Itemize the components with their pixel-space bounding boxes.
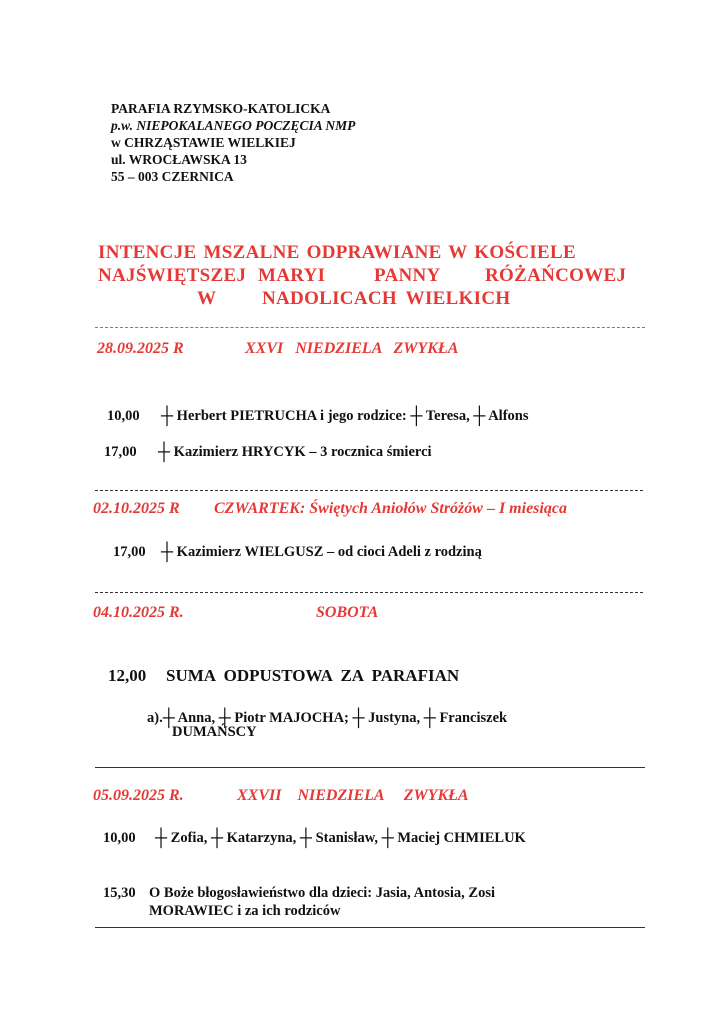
section-4-entry-1 — [103, 827, 526, 847]
cross-icon: ┼ — [155, 828, 168, 847]
section-3-entry-2-line-2: DUMAŃSCY — [172, 724, 257, 740]
title-divider — [95, 327, 645, 328]
cross-icon: ┼ — [473, 406, 486, 425]
section-1-date: 28.09.2025 R — [97, 340, 184, 357]
title-line-2a: NAJŚWIĘTSZEJ — [98, 265, 247, 286]
entry-intention: Zofia, — [170, 830, 208, 846]
entry-time: 15,30 — [103, 885, 136, 901]
entry-intention: SUMA ODPUSTOWA ZA PARAFIAN — [166, 666, 460, 685]
parish-postal-code: 55 – 003 CZERNICA — [111, 169, 234, 184]
entry-time: 17,00 — [113, 544, 146, 560]
entry-time: 10,00 — [103, 830, 136, 846]
parish-street: ul. WROCŁAWSKA 13 — [111, 152, 247, 167]
section-2-date: 02.10.2025 R — [93, 500, 180, 517]
entry-intention: Stanisław, — [315, 830, 379, 846]
title-line-1: INTENCJE MSZALNE ODPRAWIANE W KOŚCIELE — [98, 242, 576, 263]
cross-icon: ┼ — [299, 828, 312, 847]
section-2-day: CZWARTEK: Świętych Aniołów Stróżów – I miesiąca — [214, 500, 567, 517]
cross-icon: ┼ — [218, 708, 231, 727]
entry-intention: O Boże błogosławieństwo dla dzieci: Jasia, Antosia, Zosi — [149, 885, 496, 901]
title-line-2d: RÓŻAŃCOWEJ — [485, 265, 627, 286]
section-2-entry-1 — [113, 541, 482, 561]
entry-intention: Piotr MAJOCHA; — [234, 710, 349, 726]
entry-time: 12,00 — [108, 666, 147, 685]
entry-time: 17,00 — [104, 444, 137, 460]
section-1-day: XXVI NIEDZIELA ZWYKŁA — [245, 340, 459, 357]
cross-icon: ┼ — [381, 828, 394, 847]
parish-dedication: p.w. NIEPOKALANEGO POCZĘCIA NMP — [111, 118, 356, 133]
section-4-entry-2-line-2: MORAWIEC i za ich rodziców — [149, 903, 341, 919]
entry-intention: Kazimierz HRYCYK – 3 rocznica śmierci — [173, 444, 432, 460]
section-divider — [95, 490, 643, 491]
parish-locality: w CHRZĄSTAWIE WIELKIEJ — [111, 135, 296, 150]
cross-icon: ┼ — [423, 708, 436, 727]
title-line-2c: PANNY — [374, 265, 441, 286]
parish-name: PARAFIA RZYMSKO-KATOLICKA — [111, 101, 331, 116]
cross-icon: ┼ — [161, 406, 174, 425]
cross-icon: ┼ — [158, 442, 171, 461]
entry-intention: Justyna, — [368, 710, 421, 726]
section-divider — [95, 927, 645, 928]
entry-intention: Maciej CHMIELUK — [397, 830, 526, 846]
entry-prefix: a). — [147, 710, 163, 726]
section-4-date: 05.09.2025 R. — [93, 787, 184, 804]
entry-intention: Anna, — [177, 710, 216, 726]
title-line-2b: MARYI — [258, 265, 326, 286]
cross-icon: ┼ — [161, 542, 174, 561]
section-4-day: XXVII NIEDZIELA ZWYKŁA — [237, 787, 469, 804]
section-3-day: SOBOTA — [316, 604, 379, 621]
section-3-entry-1 — [108, 666, 459, 686]
section-4-entry-2 — [103, 885, 495, 902]
section-1-entry-2 — [104, 441, 432, 461]
entry-intention: Katarzyna, — [226, 830, 297, 846]
title-line-3a: W — [197, 288, 217, 309]
cross-icon: ┼ — [210, 828, 223, 847]
section-1-entry-1 — [107, 405, 529, 425]
entry-intention: Teresa, — [425, 408, 470, 424]
cross-icon: ┼ — [410, 406, 423, 425]
cross-icon: ┼ — [162, 708, 175, 727]
title-line-3b: NADOLICACH WIELKICH — [262, 288, 511, 309]
entry-intention: Kazimierz WIELGUSZ – od cioci Adeli z rodziną — [176, 544, 482, 560]
section-3-date: 04.10.2025 R. — [93, 604, 184, 621]
entry-time: 10,00 — [107, 408, 140, 424]
cross-icon: ┼ — [352, 708, 365, 727]
entry-intention: Herbert PIETRUCHA i jego rodzice: — [176, 408, 407, 424]
entry-intention: Alfons — [488, 408, 529, 424]
entry-intention: Franciszek — [439, 710, 508, 726]
section-divider — [95, 592, 643, 593]
section-divider — [95, 767, 645, 768]
